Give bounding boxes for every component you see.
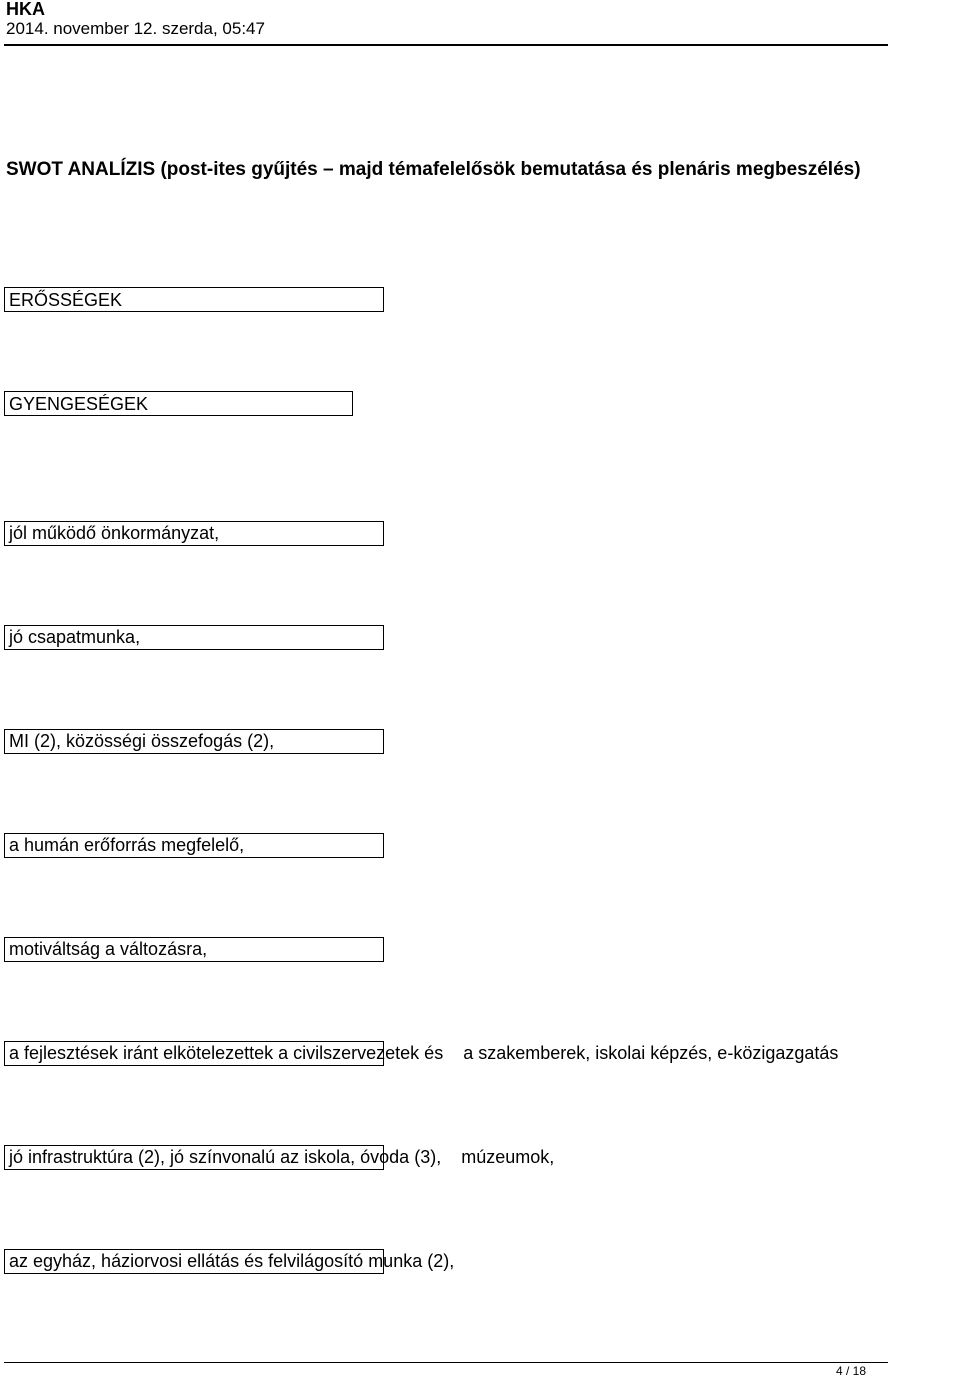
header-divider — [4, 44, 888, 46]
field-text-item-2: jó csapatmunka, — [9, 627, 141, 647]
page-title: SWOT ANALÍZIS (post-ites gyűjtés – majd témafelelősök bemutatása és plenáris megbeszélés) — [6, 159, 861, 180]
field-text-item-1: jól működő önkormányzat, — [9, 523, 220, 543]
field-text-item-4: a humán erőforrás megfelelő, — [9, 835, 245, 855]
page-number: 4 / 18 — [836, 1364, 867, 1378]
field-text-strengths: ERŐSSÉGEK — [9, 290, 123, 310]
field-text-item-7: jó infrastruktúra (2), jó színvonalú az iskola, óvoda (3), múzeumok, — [9, 1147, 555, 1167]
footer-divider — [4, 1362, 888, 1363]
post-date: 2014. november 12. szerda, 05:47 — [6, 19, 265, 38]
field-text-item-3: MI (2), közösségi összefogás (2), — [9, 731, 275, 751]
field-text-item-5: motiváltság a változásra, — [9, 939, 208, 959]
field-text-item-8: az egyház, háziorvosi ellátás és felvilágosító munka (2), — [9, 1251, 455, 1271]
field-text-item-6: a fejlesztések iránt elkötelezettek a civilszervezetek és a szakemberek, iskolai képzés, e-közigazgatás — [9, 1043, 839, 1063]
site-name: HKA — [6, 0, 45, 19]
field-text-weaknesses: GYENGESÉGEK — [9, 394, 149, 414]
